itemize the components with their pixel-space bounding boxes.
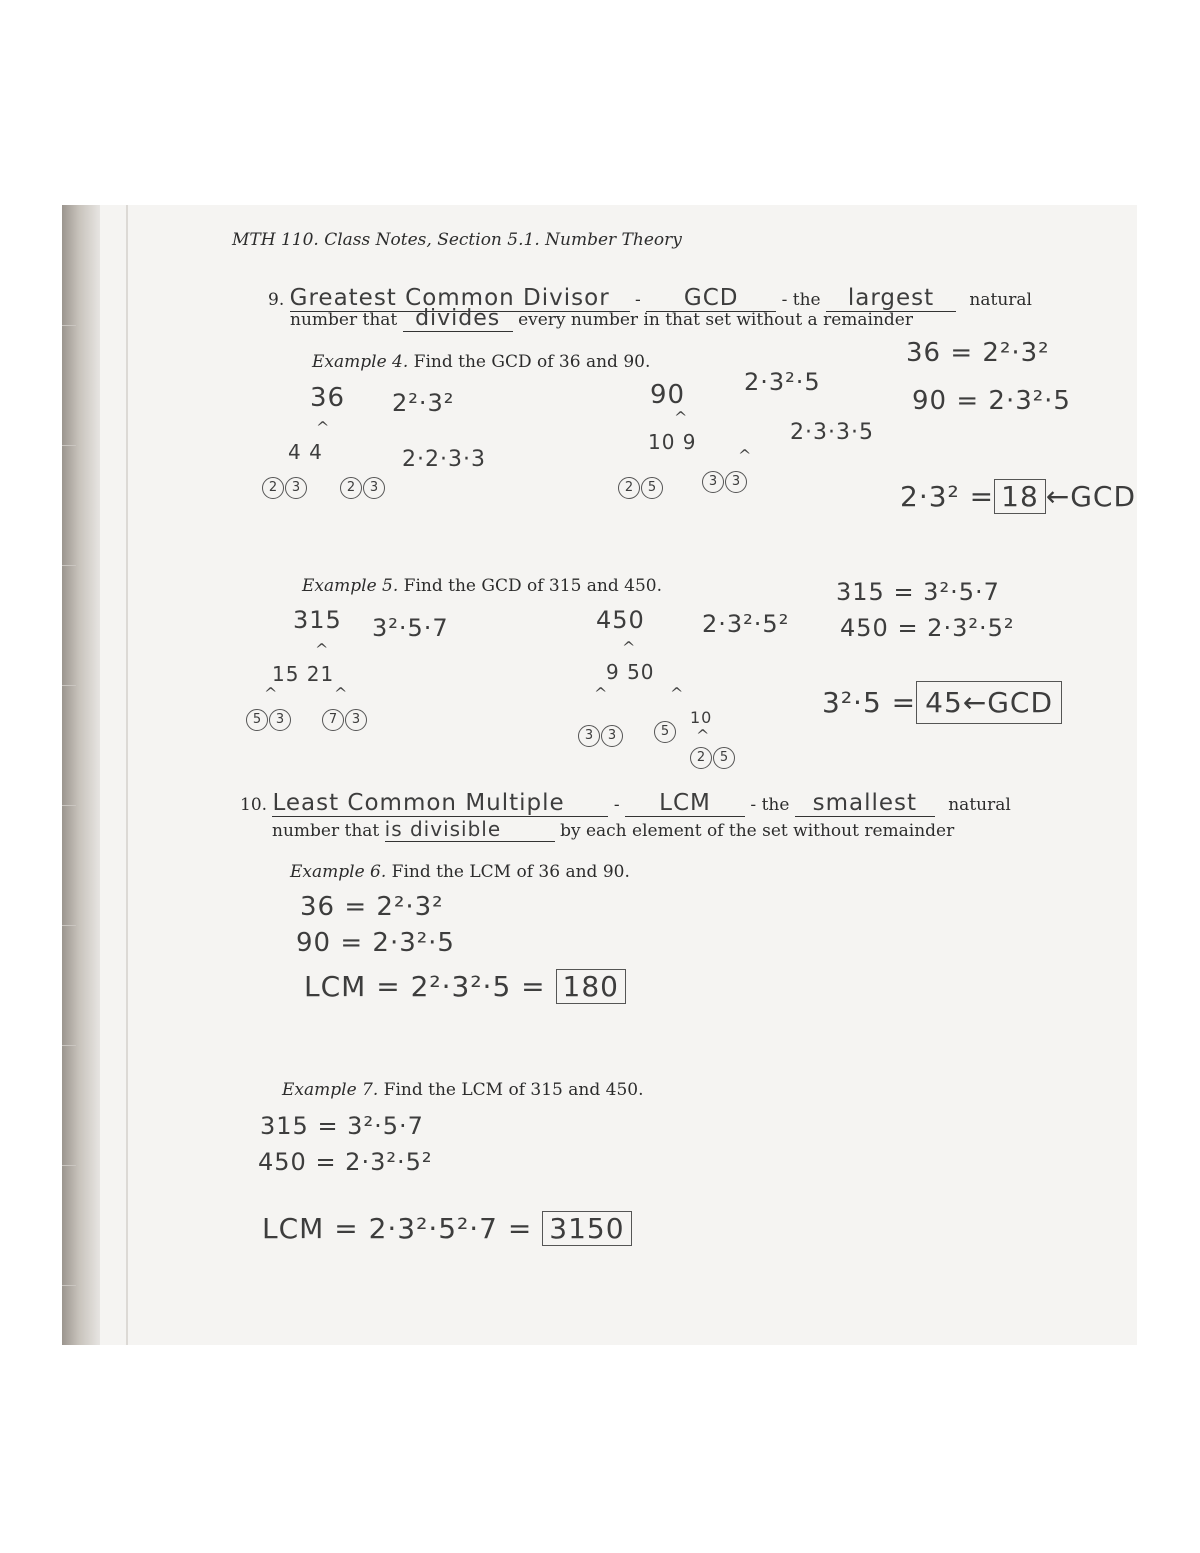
expand-90: 2·3·3·5	[790, 420, 874, 445]
circled-factor: 2	[690, 747, 712, 769]
leaves-36-b	[340, 476, 386, 499]
gcd-tag: ←GCD	[962, 686, 1054, 719]
tree-caret: ^	[622, 638, 636, 657]
example-label: Example 4.	[312, 352, 409, 372]
circled-factor: 3	[725, 471, 747, 493]
page-tick	[62, 325, 76, 326]
circled-factor: 3	[345, 709, 367, 731]
largest-blank: largest	[826, 285, 956, 312]
gcd-answer-box: 18	[994, 479, 1046, 514]
work-315: 315	[293, 606, 342, 634]
example-label: Example 6.	[290, 862, 387, 882]
circled-factor: 5	[641, 477, 663, 499]
circled-factor: 3	[285, 477, 307, 499]
lcm-result	[262, 1212, 632, 1245]
example-prompt: Find the GCD of 36 and 90.	[413, 352, 651, 372]
divides-blank: divides	[403, 306, 513, 332]
definition-rest-text: every number in that set without a remainder	[518, 310, 913, 330]
gcd-abbr-blank: GCD	[646, 285, 776, 312]
factor-90: 2·3²·5	[744, 368, 821, 396]
circled-factor: 5	[654, 721, 676, 743]
natural-text: natural	[969, 290, 1032, 310]
circled-factor: 3	[578, 725, 600, 747]
circled-factor: 3	[702, 471, 724, 493]
gcd-expression: 3²·5 =	[822, 686, 917, 719]
tree-caret: ^	[264, 684, 278, 703]
natural-text: natural	[948, 795, 1011, 815]
example-5-title	[302, 576, 662, 596]
leaves-10	[690, 746, 736, 769]
leaves-315-a	[246, 708, 292, 731]
lcm-expression: LCM = 2²·3²·5 =	[304, 970, 546, 1003]
lcm-answer-box: 180	[556, 969, 626, 1004]
work-4-4: 4 4	[288, 440, 323, 464]
tree-caret: ^	[334, 684, 348, 703]
page-tick	[62, 805, 76, 806]
result-315: 315 = 3²·5·7	[836, 578, 1000, 606]
circled-factor: 2	[618, 477, 640, 499]
work-450: 450	[596, 606, 645, 634]
smallest-blank: smallest	[795, 790, 935, 817]
the-text: - the	[781, 290, 821, 310]
example-label: Example 5.	[302, 576, 399, 596]
lcm-result	[304, 970, 626, 1003]
gcd-expression: 2·3² =	[900, 480, 995, 513]
lcm-315: 315 = 3²·5·7	[260, 1112, 424, 1140]
tree-caret: ^	[315, 640, 329, 659]
leaves-450-b	[654, 720, 677, 743]
tree-caret: ^	[738, 446, 752, 465]
work-10-9: 10 9	[648, 430, 697, 454]
expand-36: 2·2·3·3	[402, 447, 486, 472]
gcd-tag: ←GCD	[1045, 480, 1137, 513]
lcm-term-blank: Least Common Multiple	[272, 790, 608, 817]
circled-factor: 2	[340, 477, 362, 499]
circled-factor: 5	[713, 747, 735, 769]
section-9-line-2	[290, 306, 913, 332]
number-that-text: number that	[272, 821, 380, 841]
result-90: 90 = 2·3²·5	[912, 386, 1071, 416]
work-10: 10	[690, 708, 713, 727]
leaves-90-b	[702, 470, 748, 493]
circled-factor: 3	[363, 477, 385, 499]
result-450: 450 = 2·3²·5²	[840, 614, 1015, 642]
circled-factor: 3	[601, 725, 623, 747]
page-header: MTH 110. Class Notes, Section 5.1. Number Theory	[232, 230, 682, 250]
leaves-90-a	[618, 476, 664, 499]
gcd-result	[822, 686, 1062, 719]
circled-factor: 2	[262, 477, 284, 499]
page-tick	[62, 1285, 76, 1286]
lcm-36: 36 = 2²·3²	[300, 892, 444, 922]
tree-caret: ^	[674, 408, 688, 427]
tree-caret: ^	[670, 684, 684, 703]
factor-315: 3²·5·7	[372, 614, 449, 642]
circled-factor: 5	[246, 709, 268, 731]
work-9-50: 9 50	[606, 660, 655, 684]
page-tick	[62, 1045, 76, 1046]
dash: -	[613, 795, 620, 815]
circled-factor: 7	[322, 709, 344, 731]
tree-caret: ^	[696, 726, 710, 745]
page-tick	[62, 565, 76, 566]
gcd-answer: 45	[925, 686, 963, 719]
gcd-result	[900, 480, 1136, 513]
example-6-title	[290, 862, 630, 882]
definition-rest-text: by each element of the set without remainder	[560, 821, 955, 841]
section-number: 9.	[268, 290, 285, 310]
section-10-line-2	[272, 817, 954, 842]
work-36: 36	[310, 383, 346, 413]
example-prompt: Find the LCM of 36 and 90.	[391, 862, 630, 882]
leaves-450-a	[578, 724, 624, 747]
example-prompt: Find the GCD of 315 and 450.	[403, 576, 663, 596]
work-90: 90	[650, 380, 686, 410]
work-15-21: 15 21	[272, 662, 335, 686]
number-that-text: number that	[290, 310, 398, 330]
page-tick	[62, 685, 76, 686]
result-36: 36 = 2²·3²	[906, 338, 1050, 368]
margin-line	[126, 205, 128, 1345]
circled-factor: 3	[269, 709, 291, 731]
factor-36: 2²·3²	[392, 389, 455, 417]
lcm-90: 90 = 2·3²·5	[296, 928, 455, 958]
notes-page	[62, 205, 1137, 1345]
page-tick	[62, 445, 76, 446]
the-text: - the	[750, 795, 790, 815]
lcm-answer-box: 3150	[542, 1211, 631, 1246]
factor-450: 2·3²·5²	[702, 610, 790, 638]
dash: -	[635, 290, 641, 310]
gcd-answer-box	[916, 681, 1062, 724]
is-divisible-blank: is divisible	[385, 817, 555, 842]
tree-caret: ^	[316, 418, 330, 437]
tree-caret: ^	[594, 684, 608, 703]
lcm-450: 450 = 2·3²·5²	[258, 1148, 433, 1176]
notebook-binding	[62, 205, 100, 1345]
example-4-title	[312, 352, 650, 372]
page-tick	[62, 925, 76, 926]
example-7-title	[282, 1080, 644, 1100]
leaves-315-b	[322, 708, 368, 731]
leaves-36-a	[262, 476, 308, 499]
lcm-abbr-blank: LCM	[625, 790, 745, 817]
gcd-term-blank: Greatest Common Divisor	[290, 285, 630, 312]
section-number: 10.	[240, 795, 268, 815]
example-label: Example 7.	[282, 1080, 379, 1100]
example-prompt: Find the LCM of 315 and 450.	[383, 1080, 644, 1100]
page-tick	[62, 1165, 76, 1166]
section-10-line-1	[240, 790, 1011, 817]
lcm-expression: LCM = 2·3²·5²·7 =	[262, 1212, 533, 1245]
